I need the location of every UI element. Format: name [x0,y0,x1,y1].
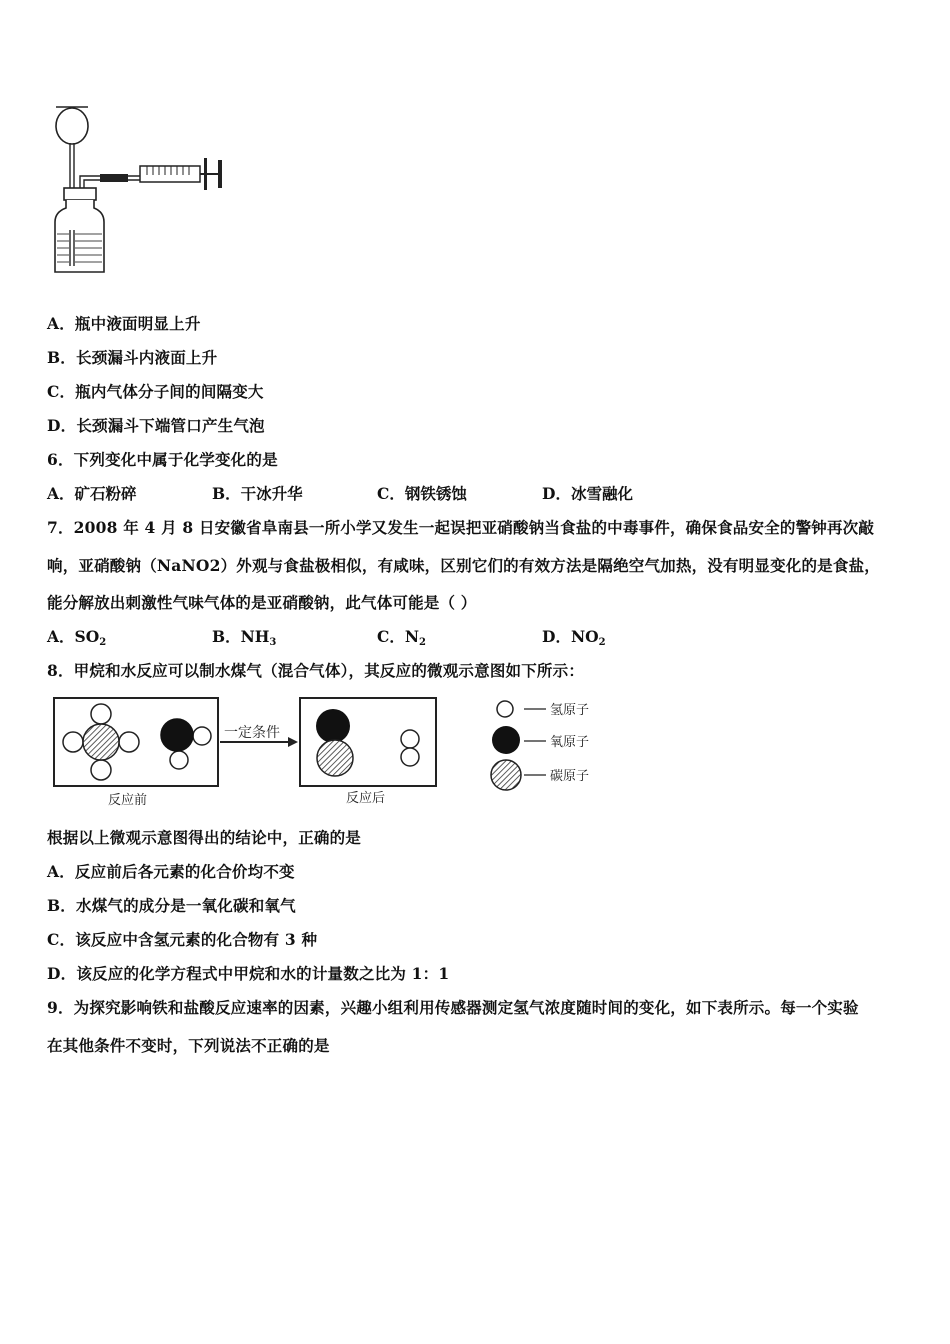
q9-line-1: 9．为探究影响铁和盐酸反应速率的因素，兴趣小组利用传感器测定氢气浓度随时间的变化，如下表所示。每一个实验 [47,998,859,1017]
reaction-diagram [48,692,628,812]
legend-carbon-label: 碳原子 [550,769,590,784]
co-carbon-atom [317,740,353,776]
q7-line-3: 能分解放出刺激性气味气体的是亚硝酸钠，此气体可能是（ ） [47,593,477,612]
h2-hydrogen-atom [401,748,419,766]
q6-option-a: A．矿石粉碎 [47,484,137,503]
q7-option-d: D．$NO_2$ [542,627,606,648]
methane-hydrogen-atom [91,760,111,780]
methane-hydrogen-atom [91,704,111,724]
arrow-condition-label: 一定条件 [224,725,280,741]
q5-option-d: D．长颈漏斗下端管口产生气泡 [47,416,265,435]
q6-stem: 6．下列变化中属于化学变化的是 [47,450,278,469]
water-hydrogen-atom [170,751,188,769]
bottle-stopper [64,188,96,200]
legend-oxygen-icon [492,726,520,754]
q7-option-c: C．$N_2$ [377,627,426,648]
legend-hydrogen-label: 氢原子 [550,703,590,718]
methane-hydrogen-atom [63,732,83,752]
after-label: 反应后 [346,791,386,806]
q8-option-a: A．反应前后各元素的化合价均不变 [47,862,295,881]
syringe-barrel [140,166,200,182]
water-oxygen-atom [161,719,193,751]
q6-option-b: B．干冰升华 [212,484,303,503]
q5-option-b: B．长颈漏斗内液面上升 [47,348,218,367]
before-label: 反应前 [108,793,148,808]
apparatus-figure [50,100,235,280]
q8-option-b: B．水煤气的成分是一氧化碳和氧气 [47,896,296,915]
q9-line-2: 在其他条件不变时，下列说法不正确的是 [47,1036,330,1055]
q8-option-d: D．该反应的化学方程式中甲烷和水的计量数之比为 1：1 [47,964,450,983]
q6-option-c: C．钢铁锈蚀 [377,484,467,503]
q5-option-c: C．瓶内气体分子间的间隔变大 [47,382,264,401]
q7-line-1: 7．2008 年 4 月 8 日安徽省阜南县一所小学又发生一起误把亚硝酸钠当食盐的中毒事件，确保食品安全的警钟再次敲 [47,518,875,537]
q5-option-a: A．瓶中液面明显上升 [47,314,201,333]
h2-hydrogen-atom [401,730,419,748]
legend-carbon-icon [491,760,521,790]
methane-hydrogen-atom [119,732,139,752]
q8-stem: 8．甲烷和水反应可以制水煤气（混合气体），其反应的微观示意图如下所示： [47,661,585,680]
methane-carbon-atom [83,724,119,760]
funnel-bulb [56,108,88,144]
q7-option-a: A．$SO_2$ [47,627,107,648]
q6-option-d: D．冰雪融化 [542,484,633,503]
bottle [55,200,104,272]
legend-hydrogen-icon [497,701,513,717]
legend-oxygen-label: 氧原子 [550,735,590,750]
q7-line-2: 响，亚硝酸钠（NaNO2）外观与食盐极相似，有咸味，区别它们的有效方法是隔绝空气加热，没有明显变化的是食盐， [47,556,880,575]
q7-option-b: B．$NH_3$ [212,627,277,648]
q8-conclusion: 根据以上微观示意图得出的结论中，正确的是 [47,828,362,847]
co-oxygen-atom [316,709,350,743]
q8-option-c: C．该反应中含氢元素的化合物有 3 种 [47,930,318,949]
water-hydrogen-atom [193,727,211,745]
